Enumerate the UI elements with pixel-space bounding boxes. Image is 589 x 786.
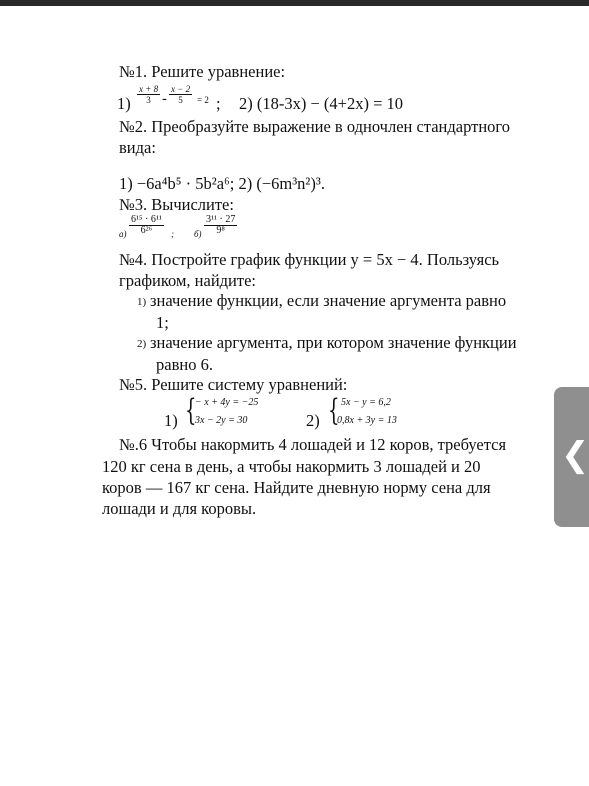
problem-2-expression: 1) −6a⁴b⁵ · 5b²a⁶; 2) (−6m³n²)³. xyxy=(119,174,325,193)
problem-1-item-2: 2) (18-3x) − (4+2x) = 10 xyxy=(239,94,404,113)
problem-3-a-label: а) xyxy=(119,229,127,239)
problem-3-b-fraction xyxy=(204,215,237,236)
problem-5-system-1 xyxy=(195,396,258,428)
problem-1-separator: ; xyxy=(216,94,221,113)
problem-6-line-3: коров — 167 кг сена. Найдите дневную норму сена для xyxy=(102,478,491,497)
problem-3-a-denominator: 6²⁶ xyxy=(129,225,164,236)
problem-3-title: №3. Вычислите: xyxy=(119,195,234,214)
fraction-2-numerator: x − 2 xyxy=(171,84,191,94)
problem-4-item-2-line-1: значение аргумента, при котором значение функции xyxy=(150,333,517,352)
system-2-brace: { xyxy=(328,393,340,428)
problem-4-title-line-2: графиком, найдите: xyxy=(119,271,256,290)
problem-1-fraction-2 xyxy=(169,84,192,105)
problem-1-item-1-number: 1) xyxy=(117,94,131,113)
fraction-1-denominator: 3 xyxy=(137,94,160,105)
system-1-brace: { xyxy=(185,393,197,428)
problem-3-b-label: б) xyxy=(194,229,202,239)
problem-5-system-2-label: 2) xyxy=(306,411,320,430)
problem-3-a-separator: ; xyxy=(171,229,174,239)
problem-3-b-denominator: 9⁸ xyxy=(204,225,237,236)
problem-4-item-1-line-1: значение функции, если значение аргумента равно xyxy=(150,291,507,310)
fraction-2-denominator: 5 xyxy=(169,94,192,105)
problem-2-title-line-1: №2. Преобразуйте выражение в одночлен стандартного xyxy=(119,117,511,136)
problem-5-title: №5. Решите систему уравнений: xyxy=(119,375,348,394)
problem-5-system-2 xyxy=(337,396,397,428)
problem-1-title: №1. Решите уравнение: xyxy=(119,62,286,81)
problem-4-item-1-line-2: 1; xyxy=(156,313,169,332)
problem-4-item-2-line-2: равно 6. xyxy=(156,355,213,374)
chevron-left-icon: ❮ xyxy=(561,435,589,475)
problem-1-rhs: = 2 xyxy=(197,95,209,105)
system-1-equation-1: − x + 4y = −25 xyxy=(195,397,259,408)
problem-6-line-2: 120 кг сена в день, а чтобы накормить 3 лошадей и 20 xyxy=(102,457,481,476)
problem-5-system-1-label: 1) xyxy=(164,411,178,430)
system-2-equation-2: 0,8x + 3y = 13 xyxy=(337,415,397,426)
side-panel-handle[interactable] xyxy=(554,387,589,527)
system-1-equation-2: 3x − 2y = 30 xyxy=(195,415,248,426)
system-2-equation-1: 5x − y = 6,2 xyxy=(341,397,391,408)
problem-4-title-line-1: №4. Постройте график функции y = 5x − 4. Пользуясь xyxy=(119,250,500,269)
problem-3-a-fraction xyxy=(129,215,164,236)
problem-4-item-2-number: 2) xyxy=(137,338,147,350)
fraction-1-numerator: x + 8 xyxy=(139,84,159,94)
problem-6-line-1: №.6 Чтобы накормить 4 лошадей и 12 коров, требуется xyxy=(119,435,507,454)
problem-1-minus: - xyxy=(162,91,167,107)
problem-3-b-numerator: 3¹¹ · 27 xyxy=(206,214,236,225)
problem-1-fraction-1 xyxy=(137,84,160,105)
problem-3-a-numerator: 6¹⁵ · 6¹¹ xyxy=(131,214,162,225)
problem-6-line-4: лошади и для коровы. xyxy=(102,499,257,518)
problem-2-title-line-2: вида: xyxy=(119,138,156,157)
problem-4-item-1-number: 1) xyxy=(137,296,147,308)
